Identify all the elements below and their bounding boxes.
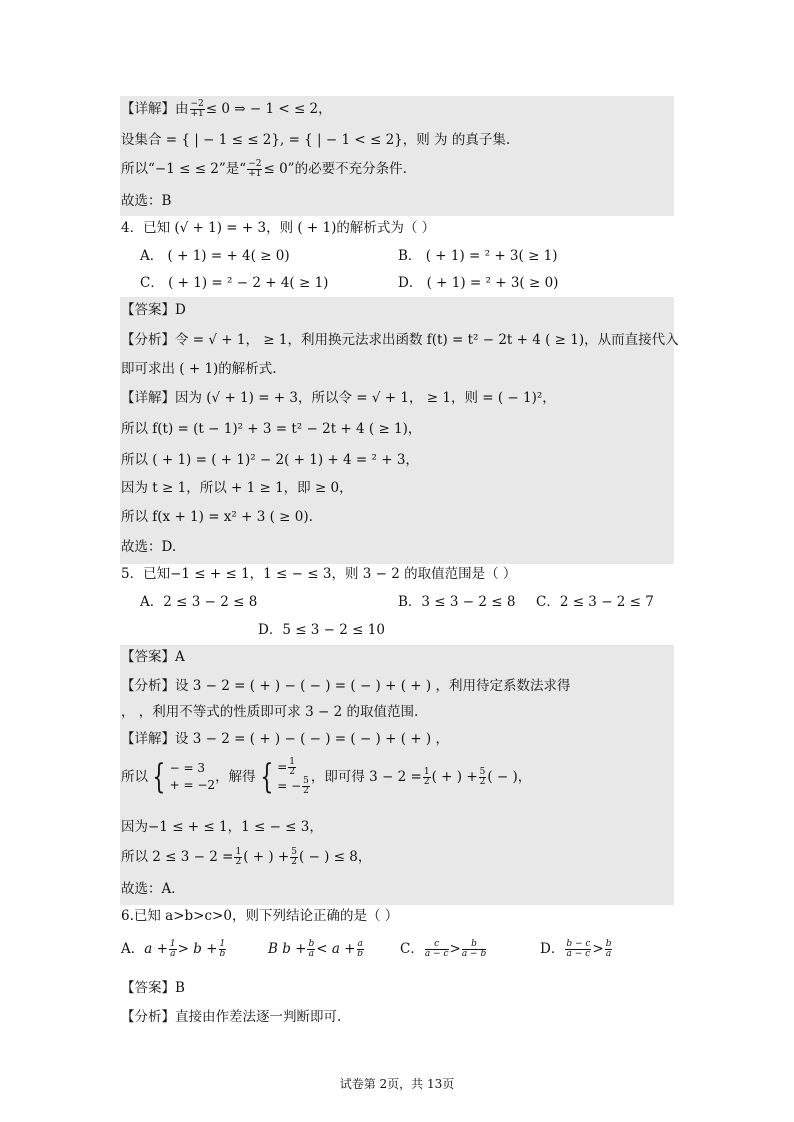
q5-option-a: A．2 ≤ 3 − 2 ≤ 8 [140,594,258,610]
fraction: $\frac{5}{2}$ [291,847,297,867]
q3-detail-line1: 【详解】由 $\frac{-2}{+1}$ ≤ 0 ⇒ − 1 < ≤ 2， [121,99,332,119]
q5-detail-line4: 所以 2 ≤ 3 − 2 = $\frac{1}{2}$ ( + ) + $\frac{5}{2}$ ( − ) ≤ 8， [121,847,372,867]
question-5: 5．已知−1 ≤ + ≤ 1，1 ≤ − ≤ 3，则 3 − 2 的取值范围是（ ） [121,566,517,582]
q5-detail-line1: 【详解】设 3 − 2 = ( + ) − ( − ) = ( − ) + ( + ) ， [121,731,449,747]
fraction: $\frac{a}{b}$ [357,939,364,959]
q4-choice-line: 故选：D. [121,539,177,555]
question-4: 4．已知 (√ + 1) = + 3，则 ( + 1)的解析式为（ ） [121,220,436,236]
q6-option-a: A．a + $\frac{1}{a}$ > b + $\frac{1}{b}$ [121,939,226,959]
q5-option-b: B．3 ≤ 3 − 2 ≤ 8 [398,594,516,610]
q5-analysis-line1: 【分析】设 3 − 2 = ( + ) − ( − ) = ( − ) + ( + ) ，利用待定系数法求得 [121,678,571,694]
q4-option-d: D． ( + 1) = ² + 3( ≥ 0) [398,275,559,291]
brace: { [152,757,166,797]
q4-detail-line3: 所以 ( + 1) = ( + 1)² − 2( + 1) + 4 = ² + 3， [121,452,419,468]
q5-answer: 【答案】A [121,649,185,665]
q6-analysis: 【分析】直接由作差法逐一判断即可. [121,1009,342,1025]
fraction: $\frac{c}{a - c}$ [424,939,449,959]
q4-analysis-line2: 即可求出 ( + 1)的解析式. [121,361,277,377]
q3-choice-line: 故选：B [121,193,172,209]
q3-detail-line2: 设集合 = { | − 1 ≤ ≤ 2}, = { | − 1 < ≤ 2}，则 为 的真子集. [121,132,511,148]
q4-option-c: C． ( + 1) = ² − 2 + 4( ≥ 1) [140,275,329,291]
fraction: $\frac{-2}{+1}$ [190,99,204,119]
q6-option-b: B b + $\frac{b}{a}$ < a + $\frac{a}{b}$ [268,939,364,959]
q5-choice-line: 故选：A． [121,881,185,897]
q5-option-c: C．2 ≤ 3 − 2 ≤ 7 [536,594,654,610]
fraction: $\frac{1}{2}$ [423,766,430,787]
q4-detail-line4: 因为 t ≥ 1，所以 + 1 ≥ 1，即 ≥ 0， [121,480,353,496]
fraction: $\frac{5}{2}$ [303,776,309,796]
q5-analysis-line2: ， ，利用不等式的性质即可求 3 − 2 的取值范围. [121,704,419,720]
q4-option-b: B． ( + 1) = ² + 3( ≥ 1) [398,248,558,264]
q4-detail-line1: 【详解】因为 (√ + 1) = + 3，所以令 = √ + 1， ≥ 1，则 = ( − 1)²， [121,390,556,406]
fraction: $\frac{1}{2}$ [289,757,296,777]
question-6: 6.已知 a>b>c>0，则下列结论正确的是（ ） [121,908,399,924]
fraction: $\frac{b}{a}$ [605,939,612,959]
page-footer: 试卷第 2页，共 13页 [339,1077,455,1091]
q3-detail-line3: 所以“−1 ≤ ≤ 2”是“ $\frac{-2}{+1}$ ≤ 0”的必要不充分条件. [121,159,407,179]
q6-option-c: C． $\frac{c}{a - c}$ > $\frac{b}{a - b}$ [400,939,487,959]
fraction: $\frac{5}{2}$ [479,766,486,787]
q6-answer: 【答案】B [121,980,185,996]
q5-detail-line3: 因为−1 ≤ + ≤ 1，1 ≤ − ≤ 3， [121,819,323,835]
fraction: $\frac{1}{b}$ [219,939,226,959]
q6-option-d: D． $\frac{b - c}{a - c}$ > $\frac{b}{a}$ [540,939,612,959]
q5-option-d: D．5 ≤ 3 − 2 ≤ 10 [258,622,385,638]
fraction: $\frac{-2}{+1}$ [248,159,262,179]
q5-detail-system: 所以 { − = 3 + = −2 ，解得 { = $\frac{1}{2}$ = − $\frac{5}{2}$ ，即可得 3 − 2 = $\frac{1}{2}$ ( + ) + $\frac{5}{2}$ ( − )， [121,757,532,797]
fraction: $\frac{b}{a - b}$ [461,939,487,959]
brace: { [259,757,273,797]
fraction: $\frac{1}{a}$ [169,939,176,959]
q4-detail-line2: 所以 f(t) = (t − 1)² + 3 = t² − 2t + 4 ( ≥ 1)， [121,421,422,437]
q4-detail-line5: 所以 f(x + 1) = x² + 3 ( ≥ 0). [121,509,313,525]
q4-option-a: A． ( + 1) = + 4( ≥ 0) [140,248,290,264]
q4-analysis-line1: 【分析】令 = √ + 1， ≥ 1，利用换元法求出函数 f(t) = t² − 2t + 4 ( ≥ 1)，从而直接代入 [121,332,679,348]
fraction: $\frac{b}{a}$ [308,939,315,959]
q4-answer: 【答案】D [121,302,186,318]
fraction: $\frac{b - c}{a - c}$ [566,939,591,959]
fraction: $\frac{1}{2}$ [235,847,242,867]
